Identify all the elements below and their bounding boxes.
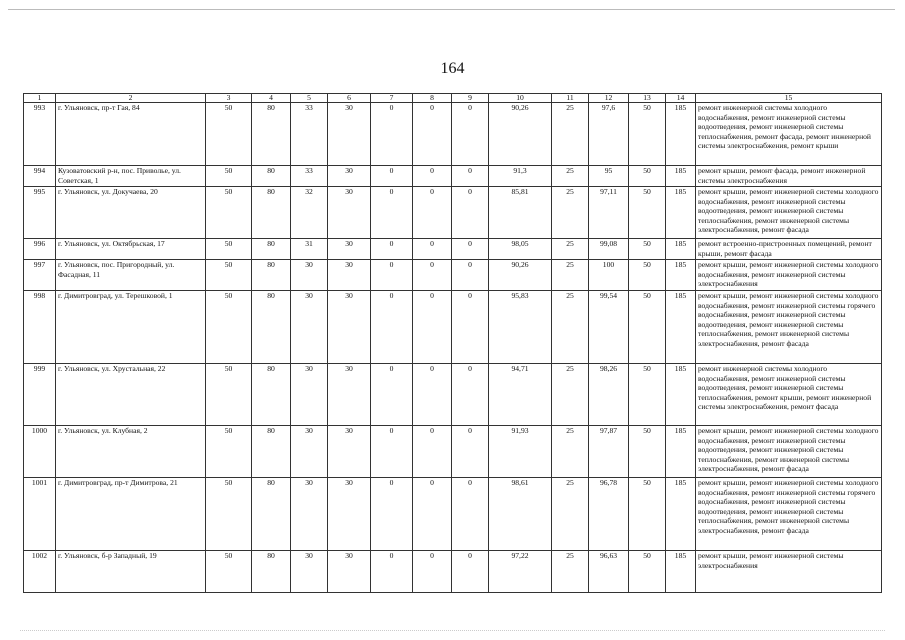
col-10-cell: 91,3 [489, 166, 552, 187]
header-cell: 2 [56, 94, 206, 103]
header-cell: 15 [696, 94, 882, 103]
col-11-cell: 25 [552, 478, 589, 551]
col-6-cell: 30 [328, 187, 371, 239]
col-5-cell: 31 [291, 239, 328, 260]
col-14-cell: 185 [666, 551, 696, 593]
col-5-cell: 33 [291, 103, 328, 166]
col-7-cell: 0 [371, 187, 413, 239]
address-cell: г. Ульяновск, б-р Западный, 19 [56, 551, 206, 593]
col-13-cell: 50 [629, 103, 666, 166]
col-14-cell: 185 [666, 166, 696, 187]
col-9-cell: 0 [452, 426, 489, 478]
col-13-cell: 50 [629, 551, 666, 593]
row-number-cell: 995 [24, 187, 56, 239]
col-11-cell: 25 [552, 166, 589, 187]
col-7-cell: 0 [371, 364, 413, 426]
col-13-cell: 50 [629, 260, 666, 291]
table-row [24, 364, 882, 426]
work-types-cell: ремонт крыши, ремонт инженерной системы холодного водоснабжения, ремонт инженерной системы электроснабжения [696, 260, 882, 291]
row-number-cell: 994 [24, 166, 56, 187]
table-row [24, 187, 882, 239]
work-types-cell: ремонт инженерной системы холодного водоснабжения, ремонт инженерной системы водоотведения, ремонт инженерной системы теплоснабжения, ремонт крыши, ремонт инженерной системы электроснабжения, ремонт фасада [696, 364, 882, 426]
col-4-cell: 80 [252, 103, 291, 166]
address-cell: г. Ульяновск, ул. Докучаева, 20 [56, 187, 206, 239]
col-13-cell: 50 [629, 291, 666, 364]
header-cell: 13 [629, 94, 666, 103]
col-4-cell: 80 [252, 260, 291, 291]
col-13-cell: 50 [629, 239, 666, 260]
col-7-cell: 0 [371, 166, 413, 187]
col-5-cell: 30 [291, 478, 328, 551]
col-14-cell: 185 [666, 239, 696, 260]
col-13-cell: 50 [629, 166, 666, 187]
col-10-cell: 94,71 [489, 364, 552, 426]
header-cell: 12 [589, 94, 629, 103]
col-9-cell: 0 [452, 291, 489, 364]
col-7-cell: 0 [371, 426, 413, 478]
col-8-cell: 0 [413, 364, 452, 426]
col-5-cell: 30 [291, 426, 328, 478]
col-12-cell: 99,54 [589, 291, 629, 364]
col-3-cell: 50 [206, 187, 252, 239]
header-cell: 9 [452, 94, 489, 103]
table-row [24, 291, 882, 364]
col-9-cell: 0 [452, 103, 489, 166]
col-4-cell: 80 [252, 166, 291, 187]
col-8-cell: 0 [413, 260, 452, 291]
page-top-border [8, 9, 895, 10]
col-11-cell: 25 [552, 426, 589, 478]
col-10-cell: 98,05 [489, 239, 552, 260]
col-6-cell: 30 [328, 239, 371, 260]
header-cell: 6 [328, 94, 371, 103]
col-4-cell: 80 [252, 478, 291, 551]
col-9-cell: 0 [452, 239, 489, 260]
header-cell: 5 [291, 94, 328, 103]
row-number-cell: 993 [24, 103, 56, 166]
col-14-cell: 185 [666, 364, 696, 426]
col-10-cell: 90,26 [489, 260, 552, 291]
col-14-cell: 185 [666, 260, 696, 291]
col-5-cell: 30 [291, 551, 328, 593]
col-13-cell: 50 [629, 364, 666, 426]
address-cell: г. Ульяновск, пр-т Гая, 84 [56, 103, 206, 166]
work-types-cell: ремонт крыши, ремонт инженерной системы холодного водоснабжения, ремонт инженерной системы водоотведения, ремонт инженерной системы теплоснабжения, ремонт инженерной системы электроснабжения, ремонт фасада [696, 187, 882, 239]
row-number-cell: 998 [24, 291, 56, 364]
col-4-cell: 80 [252, 239, 291, 260]
col-9-cell: 0 [452, 187, 489, 239]
row-number-cell: 1000 [24, 426, 56, 478]
col-12-cell: 96,78 [589, 478, 629, 551]
col-9-cell: 0 [452, 260, 489, 291]
col-8-cell: 0 [413, 239, 452, 260]
col-9-cell: 0 [452, 166, 489, 187]
col-6-cell: 30 [328, 291, 371, 364]
col-11-cell: 25 [552, 291, 589, 364]
col-4-cell: 80 [252, 187, 291, 239]
address-cell: Кузоватовский р-н, пос. Приволье, ул. Советская, 1 [56, 166, 206, 187]
col-3-cell: 50 [206, 551, 252, 593]
col-11-cell: 25 [552, 239, 589, 260]
col-3-cell: 50 [206, 166, 252, 187]
col-6-cell: 30 [328, 478, 371, 551]
work-types-cell: ремонт крыши, ремонт инженерной системы холодного водоснабжения, ремонт инженерной системы горячего водоснабжения, ремонт инженерной системы водоотведения, ремонт инженерной системы теплоснабжения, ремонт инженерной системы электроснабжения, ремонт фасада [696, 478, 882, 551]
col-5-cell: 32 [291, 187, 328, 239]
col-3-cell: 50 [206, 364, 252, 426]
col-8-cell: 0 [413, 291, 452, 364]
col-3-cell: 50 [206, 103, 252, 166]
work-types-cell: ремонт крыши, ремонт инженерной системы холодного водоснабжения, ремонт инженерной системы водоотведения, ремонт инженерной системы теплоснабжения, ремонт инженерной системы электроснабжения, ремонт фасада [696, 426, 882, 478]
header-row [24, 94, 882, 103]
address-cell: г. Ульяновск, ул. Клубная, 2 [56, 426, 206, 478]
col-12-cell: 99,08 [589, 239, 629, 260]
col-3-cell: 50 [206, 291, 252, 364]
col-12-cell: 96,63 [589, 551, 629, 593]
col-4-cell: 80 [252, 426, 291, 478]
header-cell: 3 [206, 94, 252, 103]
col-4-cell: 80 [252, 551, 291, 593]
header-cell: 1 [24, 94, 56, 103]
col-10-cell: 95,83 [489, 291, 552, 364]
col-14-cell: 185 [666, 291, 696, 364]
col-7-cell: 0 [371, 551, 413, 593]
col-6-cell: 30 [328, 551, 371, 593]
col-8-cell: 0 [413, 187, 452, 239]
work-types-cell: ремонт крыши, ремонт инженерной системы электроснабжения [696, 551, 882, 593]
address-cell: г. Ульяновск, пос. Пригородный, ул. Фасадная, 11 [56, 260, 206, 291]
header-cell: 11 [552, 94, 589, 103]
col-10-cell: 98,61 [489, 478, 552, 551]
col-13-cell: 50 [629, 426, 666, 478]
col-9-cell: 0 [452, 364, 489, 426]
table-row [24, 239, 882, 260]
table-header [24, 94, 882, 103]
col-11-cell: 25 [552, 187, 589, 239]
table-row [24, 478, 882, 551]
col-3-cell: 50 [206, 239, 252, 260]
table-row [24, 551, 882, 593]
table-row [24, 426, 882, 478]
repair-table [23, 93, 882, 593]
col-7-cell: 0 [371, 239, 413, 260]
col-8-cell: 0 [413, 426, 452, 478]
col-8-cell: 0 [413, 103, 452, 166]
row-number-cell: 996 [24, 239, 56, 260]
col-6-cell: 30 [328, 426, 371, 478]
col-5-cell: 30 [291, 260, 328, 291]
row-number-cell: 999 [24, 364, 56, 426]
col-6-cell: 30 [328, 260, 371, 291]
col-3-cell: 50 [206, 260, 252, 291]
table-body [24, 103, 882, 593]
page-bottom-edge [20, 630, 885, 631]
header-cell: 10 [489, 94, 552, 103]
table-row [24, 103, 882, 166]
work-types-cell: ремонт крыши, ремонт инженерной системы холодного водоснабжения, ремонт инженерной системы горячего водоснабжения, ремонт инженерной системы водоотведения, ремонт инженерной системы теплоснабжения, ремонт инженерной системы электроснабжения, ремонт фасада [696, 291, 882, 364]
col-14-cell: 185 [666, 478, 696, 551]
col-5-cell: 33 [291, 166, 328, 187]
page-number: 164 [440, 60, 465, 77]
row-number-cell: 1002 [24, 551, 56, 593]
header-cell: 8 [413, 94, 452, 103]
col-5-cell: 30 [291, 364, 328, 426]
col-7-cell: 0 [371, 260, 413, 291]
col-12-cell: 97,87 [589, 426, 629, 478]
address-cell: г. Димитровград, ул. Терешковой, 1 [56, 291, 206, 364]
header-cell: 14 [666, 94, 696, 103]
header-cell: 4 [252, 94, 291, 103]
col-9-cell: 0 [452, 478, 489, 551]
col-6-cell: 30 [328, 166, 371, 187]
address-cell: г. Ульяновск, ул. Хрустальная, 22 [56, 364, 206, 426]
col-12-cell: 98,26 [589, 364, 629, 426]
col-12-cell: 97,11 [589, 187, 629, 239]
col-7-cell: 0 [371, 291, 413, 364]
col-5-cell: 30 [291, 291, 328, 364]
col-11-cell: 25 [552, 364, 589, 426]
col-12-cell: 100 [589, 260, 629, 291]
address-cell: г. Ульяновск, ул. Октябрьская, 17 [56, 239, 206, 260]
col-13-cell: 50 [629, 187, 666, 239]
col-8-cell: 0 [413, 166, 452, 187]
col-14-cell: 185 [666, 426, 696, 478]
work-types-cell: ремонт встроенно-пристроенных помещений, ремонт крыши, ремонт фасада [696, 239, 882, 260]
col-14-cell: 185 [666, 187, 696, 239]
header-cell: 7 [371, 94, 413, 103]
address-cell: г. Димитровград, пр-т Димитрова, 21 [56, 478, 206, 551]
col-4-cell: 80 [252, 291, 291, 364]
col-13-cell: 50 [629, 478, 666, 551]
col-8-cell: 0 [413, 478, 452, 551]
col-12-cell: 95 [589, 166, 629, 187]
col-3-cell: 50 [206, 478, 252, 551]
col-11-cell: 25 [552, 103, 589, 166]
work-types-cell: ремонт крыши, ремонт фасада, ремонт инженерной системы электроснабжения [696, 166, 882, 187]
col-12-cell: 97,6 [589, 103, 629, 166]
col-10-cell: 91,93 [489, 426, 552, 478]
row-number-cell: 1001 [24, 478, 56, 551]
col-10-cell: 90,26 [489, 103, 552, 166]
row-number-cell: 997 [24, 260, 56, 291]
col-11-cell: 25 [552, 260, 589, 291]
col-7-cell: 0 [371, 103, 413, 166]
col-6-cell: 30 [328, 364, 371, 426]
col-10-cell: 85,81 [489, 187, 552, 239]
col-11-cell: 25 [552, 551, 589, 593]
col-6-cell: 30 [328, 103, 371, 166]
col-10-cell: 97,22 [489, 551, 552, 593]
col-7-cell: 0 [371, 478, 413, 551]
col-9-cell: 0 [452, 551, 489, 593]
table-row [24, 166, 882, 187]
col-4-cell: 80 [252, 364, 291, 426]
work-types-cell: ремонт инженерной системы холодного водоснабжения, ремонт инженерной системы водоотведения, ремонт инженерной системы теплоснабжения, ремонт фасада, ремонт инженерной системы электроснабжения, ремонт крыши [696, 103, 882, 166]
col-14-cell: 185 [666, 103, 696, 166]
col-3-cell: 50 [206, 426, 252, 478]
col-8-cell: 0 [413, 551, 452, 593]
table-row [24, 260, 882, 291]
